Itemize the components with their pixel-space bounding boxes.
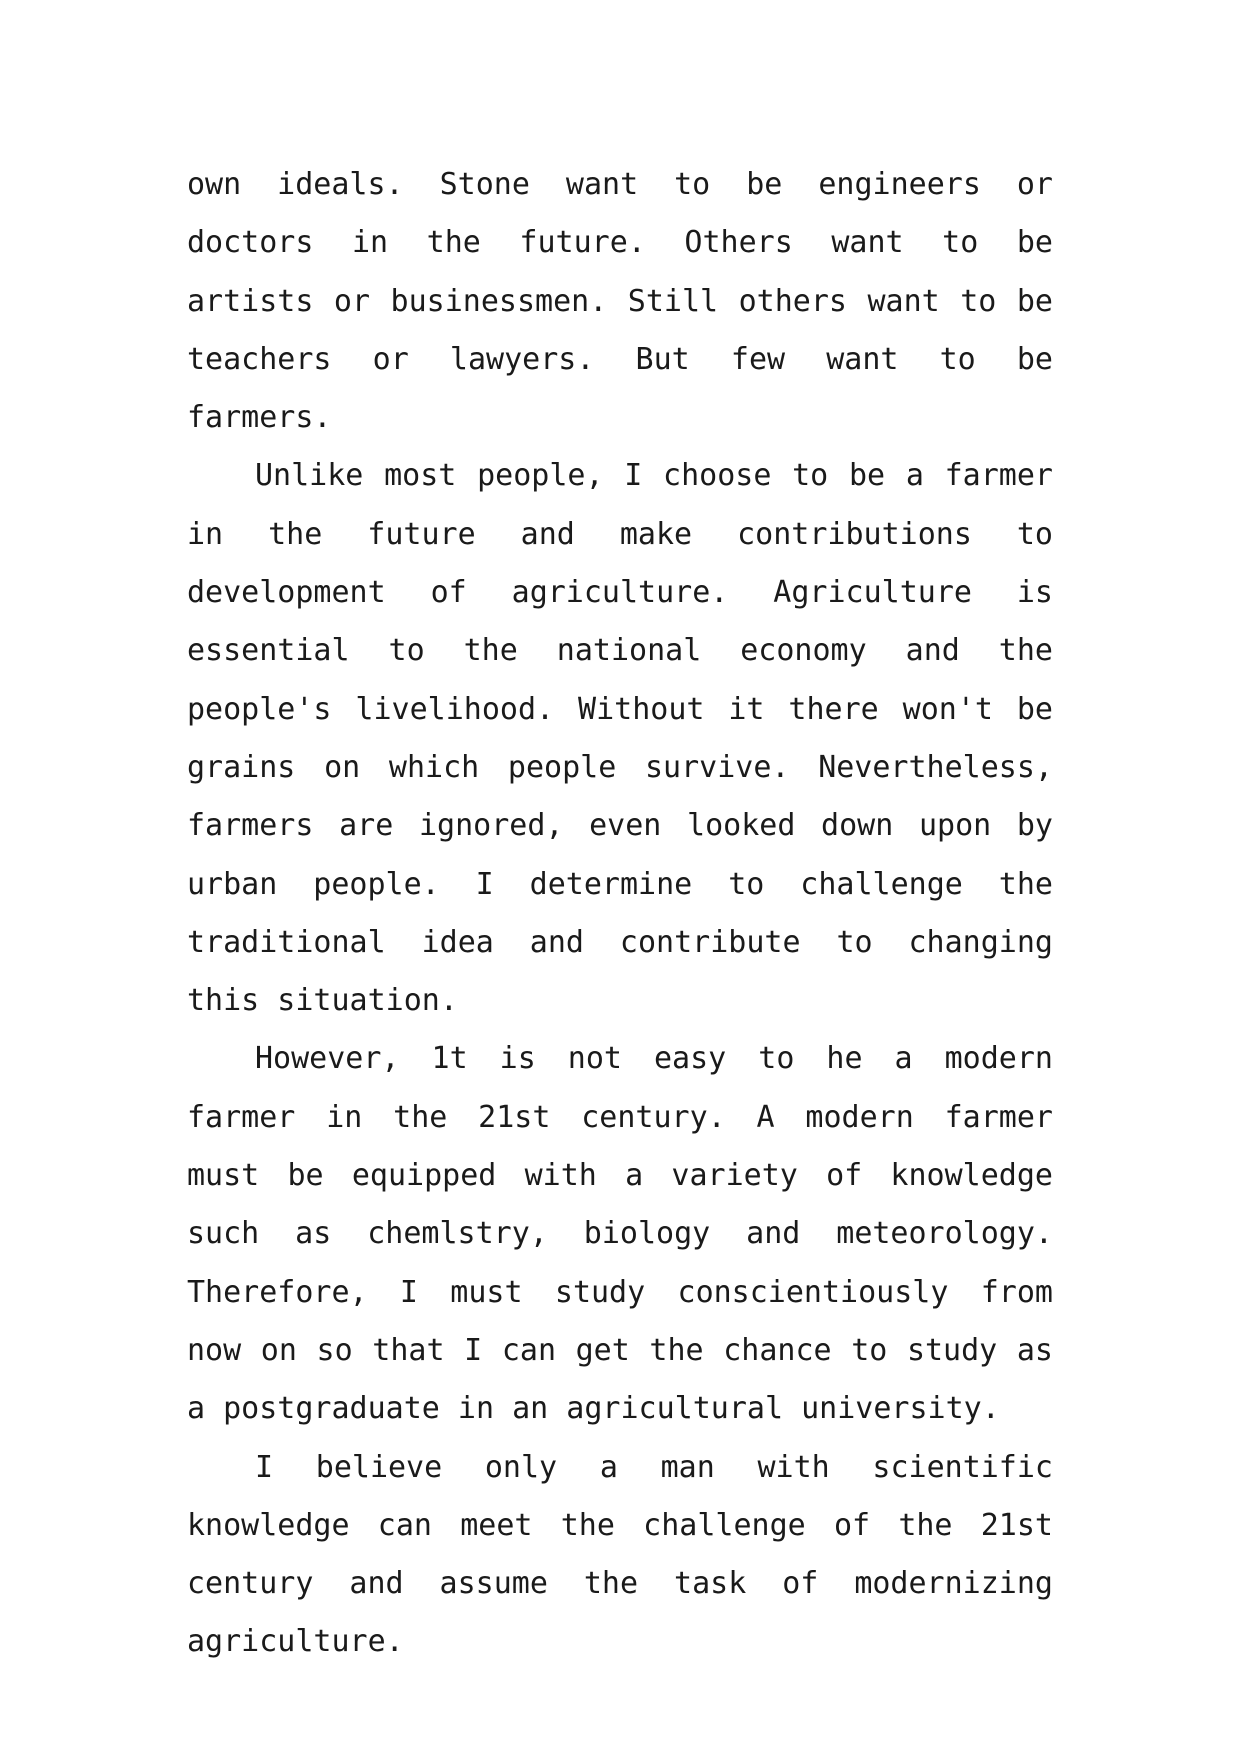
paragraph-1: own ideals. Stone want to be engineers or doctors in the future. Others want to be artists or businessmen. Still others want to be teachers or lawyers. But few want to be farmers. bbox=[187, 167, 1053, 436]
paragraph-3: However, 1t is not easy to he a modern farmer in the 21st century. A modern farmer must be equipped with a variety of knowledge such as chemlstry, biology and meteorology. Therefore, I must study conscientiously from now on so that I can get the chance to study as a postgraduate in an agricultural university. bbox=[187, 1041, 1053, 1427]
paragraph-2: Unlike most people, I choose to be a farmer in the future and make contributions to development of agriculture. Agriculture is essential to the national economy and the people's livelihood. Without it there won't be grains on which people survive. Nevertheless, farmers are ignored, even looked down upon by urban people. I determine to challenge the traditional idea and contribute to changing this situation. bbox=[187, 458, 1053, 1019]
paragraph-4: I believe only a man with scientific knowledge can meet the challenge of the 21st century and assume the task of modernizing agriculture. bbox=[187, 1449, 1053, 1660]
essay-body bbox=[187, 156, 1053, 1672]
